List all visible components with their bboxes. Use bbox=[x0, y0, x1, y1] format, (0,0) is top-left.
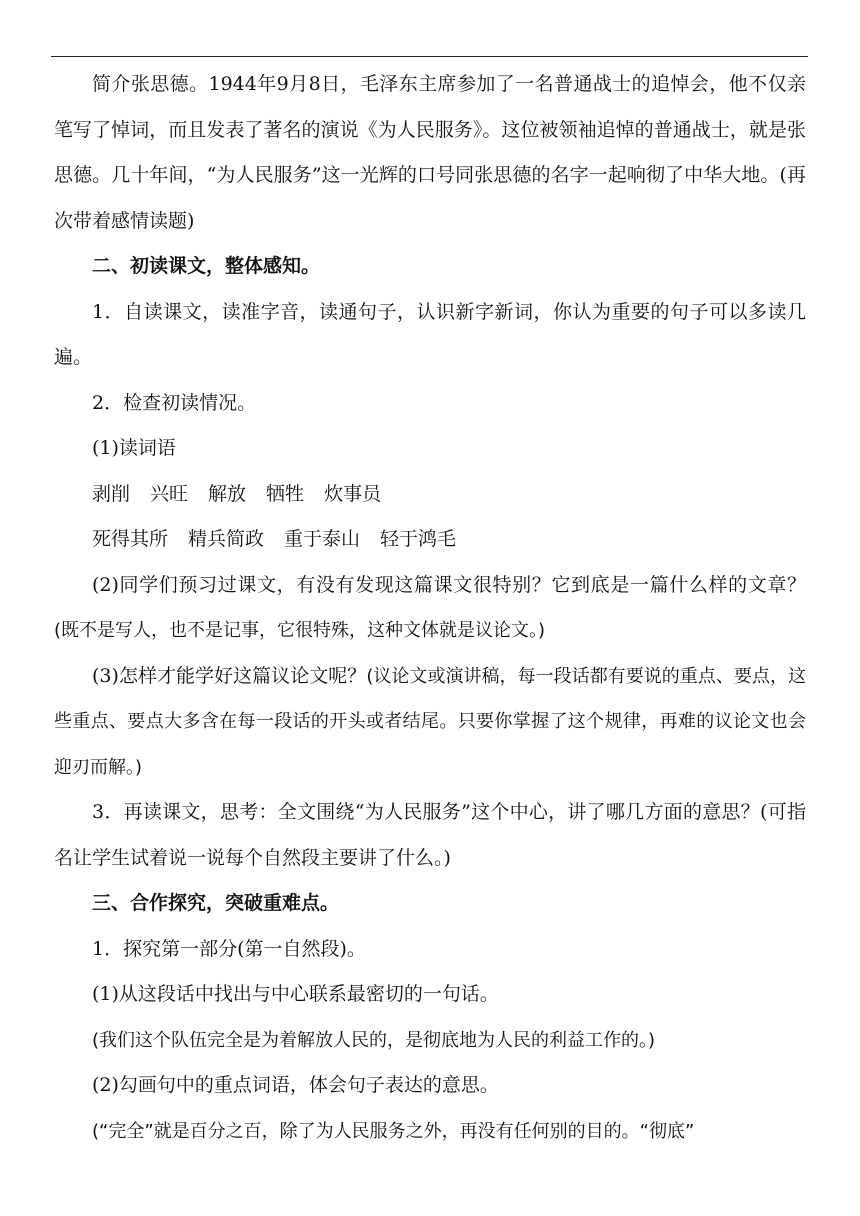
item-3-note: (可指名让学生试着说一说每个自然段主要讲了什么。) bbox=[54, 801, 806, 869]
word: 精兵简政 bbox=[188, 528, 265, 550]
question-3-text: (3)怎样才能学好这篇议论文呢？ bbox=[92, 664, 367, 687]
intro-text: 简介张思德。1944年9月8日，毛泽东主席参加了一名普通战士的追悼会，他不仅亲笔写了悼词，而且发表了著名的演说《为人民服务》。这位被领袖追悼的普通战士，就是张思德。几十年间，“为人民服务”这一光辉的口号同张思德的名字一起响彻了中华大地。 bbox=[54, 73, 806, 186]
word-list-row-1 bbox=[54, 472, 806, 518]
section-2-item-1: 1．自读课文，读准字音，读通句子，认识新字新词，你认为重要的句子可以多读几遍。 bbox=[54, 300, 806, 368]
section-2-item-3 bbox=[54, 790, 806, 881]
word-list-row-2 bbox=[54, 517, 806, 563]
item-3-text: 3．再读课文，思考：全文围绕“为人民服务”这个中心，讲了哪几方面的意思？ bbox=[92, 801, 761, 823]
word: 轻于鸿毛 bbox=[380, 528, 457, 550]
section-2-item-2: 2．检查初读情况。 bbox=[92, 391, 257, 414]
word: 兴旺 bbox=[150, 482, 189, 505]
word: 牺牲 bbox=[266, 482, 305, 505]
section-2-heading: 二、初读课文，整体感知。 bbox=[92, 255, 321, 277]
word: 重于泰山 bbox=[284, 528, 361, 550]
intro-paragraph bbox=[54, 62, 806, 244]
section-3-heading: 三、合作探究，突破重难点。 bbox=[92, 892, 340, 914]
question-3-answer: (议论文或演讲稿，每一段话都有要说的重点、要点，这些重点、要点大多含在每一段话的开头或者结尾。只要你掌握了这个规律，再难的议论文也会迎刃而解。) bbox=[54, 665, 806, 778]
word: 炊事员 bbox=[324, 482, 382, 505]
word: 解放 bbox=[208, 482, 247, 505]
header-rule bbox=[51, 56, 808, 57]
intro-note: (再次带着感情读题) bbox=[54, 164, 806, 232]
document-body bbox=[54, 62, 806, 1154]
section-3-sub-2-answer: (“完全”就是百分之百，除了为人民服务之外，再没有任何别的目的。“彻底” bbox=[92, 1120, 695, 1142]
question-2-text: (2)同学们预习过课文，有没有发现这篇课文很特别？它到底是一篇什么样的文章？ bbox=[92, 573, 806, 596]
section-3-sub-2: (2)勾画句中的重点词语，体会句子表达的意思。 bbox=[92, 1074, 499, 1096]
section-3-sub-1: (1)从这段话中找出与中心联系最密切的一句话。 bbox=[92, 983, 499, 1005]
section-3-sub-1-answer: (我们这个队伍完全是为着解放人民的，是彻底地为人民的利益工作的。) bbox=[92, 1029, 656, 1051]
read-words-label: (1)读词语 bbox=[92, 437, 176, 459]
question-3 bbox=[54, 654, 806, 791]
question-2 bbox=[54, 563, 806, 654]
word: 死得其所 bbox=[92, 528, 169, 550]
question-2-answer: (既不是写人，也不是记事，它很特殊，这种文体就是议论文。) bbox=[54, 620, 546, 641]
word: 剥削 bbox=[92, 482, 131, 505]
section-3-item-1: 1．探究第一部分(第一自然段)。 bbox=[92, 937, 366, 960]
